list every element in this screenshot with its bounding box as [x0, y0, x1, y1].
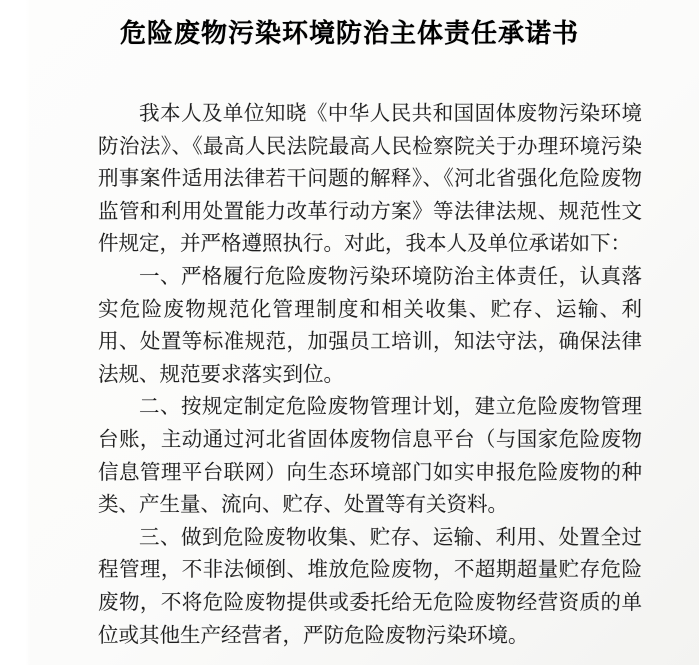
document-body — [98, 98, 642, 652]
document-title: 危险废物污染环境防治主体责任承诺书 — [119, 19, 579, 48]
paragraph-item-3: 三、做到危险废物收集、贮存、运输、利用、处置全过程管理，不非法倾倒、堆放危险废物，不超期超量贮存危险废物，不将危险废物提供或委托给无危险废物经营资质的单位或其他生产经营者，严防危险废物污染环境。 — [98, 526, 642, 647]
paragraph-item-1: 一、严格履行危险废物污染环境防治主体责任，认真落实危险废物规范化管理制度和相关收集、贮存、运输、利用、处置等标准规范，加强员工培训，知法守法，确保法律法规、规范要求落实到位。 — [98, 265, 642, 386]
paragraph-item-2: 二、按规定制定危险废物管理计划，建立危险废物管理台账，主动通过河北省固体废物信息平台（与国家危险废物信息管理平台联网）向生态环境部门如实申报危险废物的种类、产生量、流向、贮存、处置等有关资料。 — [98, 396, 642, 517]
paragraph-intro: 我本人及单位知晓《中华人民共和国固体废物污染环境防治法》、《最高人民法院最高人民检察院关于办理环境污染刑事案件适用法律若干问题的解释》、《河北省强化危险废物监管和利用处置能力改革行动方案》等法律法规、规范性文件规定，并严格遵照执行。对此，我本人及单位承诺如下： — [98, 103, 642, 256]
